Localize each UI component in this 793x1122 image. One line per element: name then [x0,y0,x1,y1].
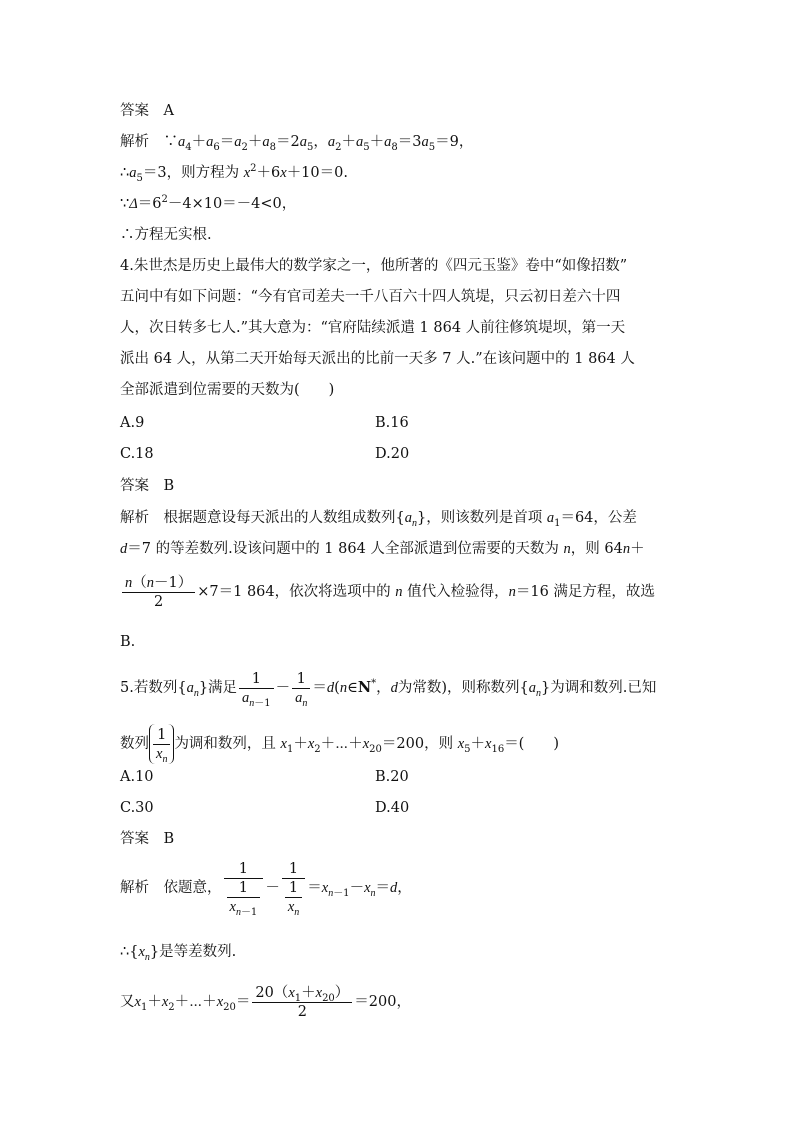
solution-line: $\therefore a_5=3$，则方程为 $x^2+6x+10=0$. [120,163,348,184]
option-a: A.9 [120,415,145,431]
option-d: D.20 [375,446,410,462]
option-d: D.40 [375,800,410,816]
answer-label: 答案 A [120,103,174,119]
question-4-text: 五问中有如下问题：“今有官司差夫一千八百六十四人筑堤，只云初日差六十四 [120,289,621,305]
question-4-text: 人，次日转多七人.”其大意为：“官府陆续派遣 1 864 人前往修筑堤坝，第一天 [120,320,626,336]
answer-label: 答案 B [120,831,175,847]
option-b: B.16 [375,415,409,431]
solution-line: B. [120,634,136,650]
option-b: B.20 [375,769,409,785]
solution-line: d＝7 的等差数列.设该问题中的 1 864 人全部派遣到位需要的天数为 n，则 64n＋ [120,541,645,557]
solution-line: ∴方程无实根. [120,227,212,243]
solution-line: $\therefore\{x_n\}$是等差数列. [120,944,237,963]
solution-line: $\frac{n(n-1)}{2}$ ×7＝1 864，依次将选项中的 n 值代入检验得，n＝16 满足方程，故选 [120,572,655,612]
question-4-text: 派出 64 人，从第二天开始每天派出的比前一天多 7 人.”在该问题中的 1 864 人 [120,351,635,367]
solution-line: $\because\Delta=6^2-4\times 10=-4<0$， [120,194,297,212]
option-a: A.10 [120,769,154,785]
question-5-text: 数列 $\frac{1}{x_n}$ 为调和数列，且 $x_1+x_2+\cdots+x_{20}=200$，则 $x_5+x_{16}=$( ) [120,724,559,764]
question-4-text: 全部派遣到位需要的天数为( ) [120,382,335,398]
solution-line: 解析 $\because a_4+a_6=a_2+a_8=2a_5$，$a_2+a_5+a_8=3a_5=9$， [120,134,474,153]
question-4-text: 4.朱世杰是历史上最伟大的数学家之一，他所著的《四元玉鉴》卷中“如像招数” [120,258,628,274]
question-5-text: 5.若数列$\{a_n\}$满足 $\frac{1}{a_{n-1}}$ － $\frac{1}{a_n}$ ＝d(n∈N*，d为常数)，则称数列$\{a_n\}$为调和数列.已知 [120,670,657,709]
option-c: C.18 [120,446,154,462]
solution-line: 又$x_1+x_2+\cdots+x_{20}=$ $\frac{20(x_1+x_{20})}{2}$ ＝200， [120,984,411,1020]
option-c: C.30 [120,800,154,816]
solution-line: 解析 依题意， $\frac{1}{\frac{1}{x_{n-1}}}$ － $\frac{1}{\frac{1}{x_n}}$ $=x_{n-1}-x_n=d$， [120,861,412,918]
fraction: $\frac{n(n-1)}{2}$ [122,574,195,611]
answer-label: 答案 B [120,478,175,494]
solution-line: 解析 根据题意设每天派出的人数组成数列$\{a_n\}$，则该数列是首项 $a_1=64$，公差 [120,510,637,529]
